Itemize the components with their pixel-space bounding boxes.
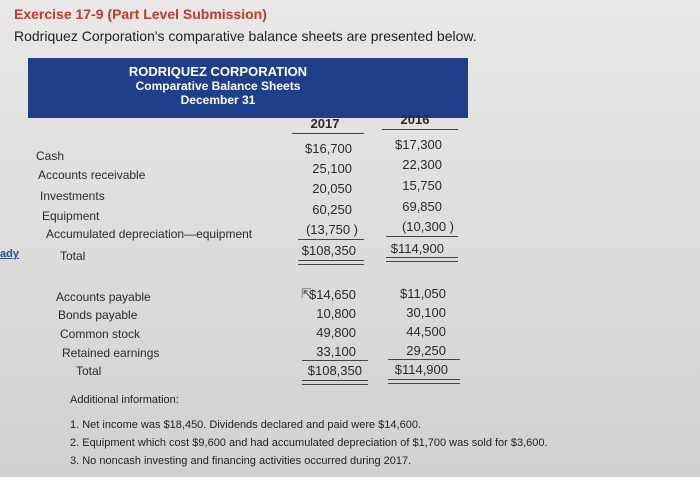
liab-2016-total: $114,900 — [394, 362, 448, 377]
equity-2017-retained: 33,100 — [316, 344, 356, 359]
statement-date: December 31 — [180, 93, 256, 107]
asset-2017-subtotal-rule — [298, 239, 364, 240]
company-name: RODRIQUEZ CORPORATION — [128, 64, 308, 79]
asset-label-total: Total — [60, 249, 86, 263]
equity-2016-retained: 29,250 — [406, 343, 446, 358]
exercise-subtitle: Rodriquez Corporation's comparative balance sheets are presented below. — [14, 28, 477, 44]
additional-info-heading: Additional information: — [70, 394, 179, 406]
liab-2017-total-rule — [302, 380, 368, 385]
asset-label-cash: Cash — [36, 149, 65, 163]
liab-2017-bonds: 10,800 — [316, 306, 356, 321]
exercise-title: Exercise 17-9 (Part Level Submission) — [14, 6, 267, 22]
asset-2016-total: $114,900 — [390, 241, 444, 256]
asset-2016-accum-dep: (10,300 ) — [401, 219, 454, 234]
asset-2017-equipment: 60,250 — [312, 202, 352, 217]
year-2017-rule — [292, 133, 364, 134]
asset-2016-equipment: 69,850 — [402, 199, 442, 214]
equity-2017-common: 49,800 — [316, 325, 356, 340]
liab-2017-total: $108,350 — [307, 363, 362, 378]
cursor-icon: ⇱ — [301, 286, 312, 301]
liab-label-total: Total — [76, 364, 102, 378]
asset-label-accum-dep: Accumulated depreciation—equipment — [46, 227, 253, 241]
liab-label-ap: Accounts payable — [56, 290, 151, 304]
asset-2017-total-rule — [298, 260, 364, 265]
asset-2017-total: $108,350 — [301, 243, 356, 258]
statement-name: Comparative Balance Sheets — [135, 79, 301, 93]
balance-sheet-header — [28, 58, 468, 118]
additional-info-item-1: 1. Net income was $18,450. Dividends declared and paid were $14,600. — [70, 419, 422, 431]
liab-2016-bonds: 30,100 — [406, 305, 446, 320]
liab-2017-ap: $14,650 — [309, 287, 356, 302]
liab-label-bonds: Bonds payable — [58, 308, 138, 322]
year-2017-header: 2017 — [310, 116, 340, 131]
asset-2017-ar: 25,100 — [312, 161, 352, 176]
asset-label-investments: Investments — [40, 189, 105, 203]
additional-info-item-3: 3. No noncash investing and financing activities occurred during 2017. — [70, 455, 412, 467]
liab-2016-total-rule — [388, 379, 460, 384]
asset-2017-accum-dep: (13,750 ) — [305, 222, 358, 237]
additional-info-item-2: 2. Equipment which cost $9,600 and had accumulated depreciation of $1,700 was sold for $3,600. — [70, 437, 548, 449]
equity-label-retained: Retained earnings — [62, 346, 160, 360]
asset-2016-subtotal-rule — [386, 236, 458, 237]
asset-2016-ar: 22,300 — [402, 157, 442, 172]
equity-2016-common: 44,500 — [406, 324, 446, 339]
asset-2016-cash: $17,300 — [395, 137, 442, 152]
year-2016-header: 2016 — [400, 112, 430, 127]
year-2016-rule — [382, 129, 458, 130]
liab-2016-subtotal-rule — [388, 359, 460, 360]
asset-label-equipment: Equipment — [42, 209, 100, 223]
asset-2017-investments: 20,050 — [312, 181, 352, 196]
liab-2016-ap: $11,050 — [399, 286, 446, 301]
asset-2016-total-rule — [386, 257, 458, 262]
asset-2017-cash: $16,700 — [305, 141, 352, 156]
asset-label-ar: Accounts receivable — [38, 168, 146, 182]
asset-2016-investments: 15,750 — [402, 178, 442, 193]
side-link-fragment[interactable]: ady — [0, 248, 19, 260]
liab-2017-subtotal-rule — [302, 360, 368, 361]
equity-label-common: Common stock — [60, 327, 141, 341]
